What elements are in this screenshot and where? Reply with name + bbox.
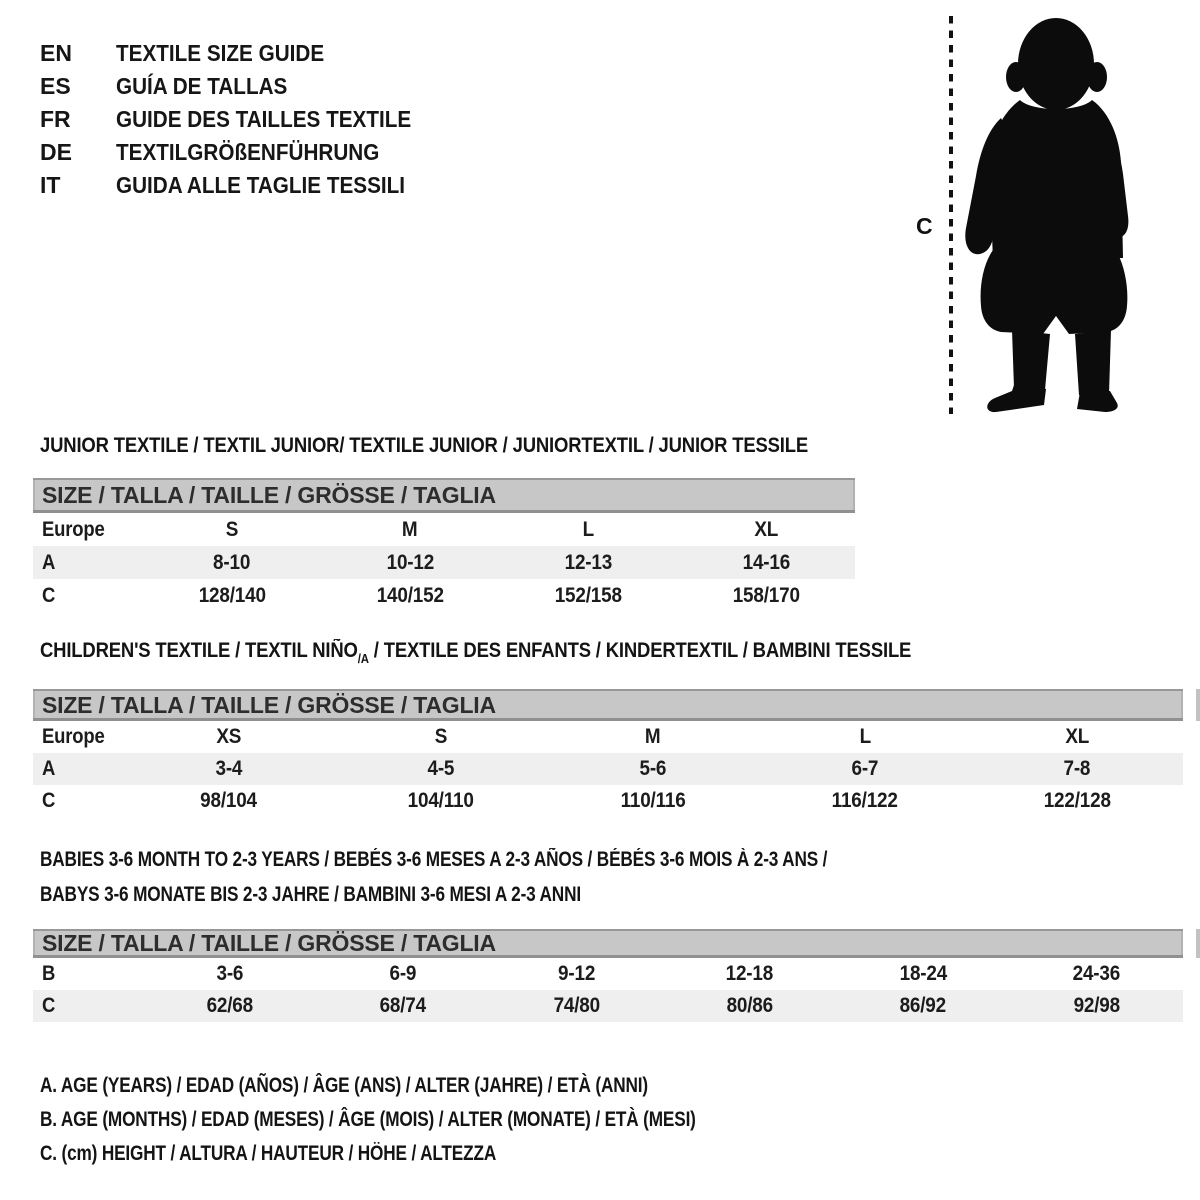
size-cell <box>321 518 499 542</box>
age-cell <box>490 962 663 986</box>
table-row-age-years <box>33 753 1183 785</box>
table-edge-fragment <box>1196 929 1200 958</box>
row-label-text: B <box>42 962 56 985</box>
table-row-age-years <box>33 546 855 579</box>
size-value: XL <box>1065 725 1089 748</box>
size-value: L <box>859 725 871 748</box>
table-row-europe <box>33 721 1183 753</box>
babies-heading-line1: BABIES 3-6 MONTH TO 2-3 YEARS / BEBÉS 3-6 MESES A 2-3 AÑOS / BÉBÉS 3-6 MOIS À 2-3 ANS / <box>40 848 828 871</box>
height-cell <box>143 994 316 1018</box>
row-label-text: C <box>42 583 56 607</box>
guide-title-fr: GUIDE DES TAILLES TEXTILE <box>116 106 412 132</box>
row-label-text: Europe <box>42 725 105 748</box>
age-value: 4-5 <box>427 757 455 780</box>
height-value: 104/110 <box>407 789 475 812</box>
children-size-table <box>33 689 1183 817</box>
language-code: IT <box>40 172 61 198</box>
row-label <box>33 789 123 813</box>
junior-size-table <box>33 478 855 612</box>
height-measure-label: C <box>916 213 933 239</box>
height-cell <box>759 789 971 813</box>
size-cell <box>547 725 759 749</box>
size-value: S <box>225 517 239 541</box>
age-cell <box>1010 962 1183 986</box>
age-cell <box>547 757 759 781</box>
age-cell <box>335 757 547 781</box>
measurement-legend <box>40 1069 840 1171</box>
age-value: 3-6 <box>216 962 244 985</box>
height-value: 98/104 <box>200 789 258 812</box>
size-value: XS <box>216 725 242 748</box>
age-value: 8-10 <box>213 550 251 574</box>
height-cell <box>547 789 759 813</box>
height-cell <box>677 584 855 608</box>
row-label <box>33 584 143 608</box>
legend-line-a <box>40 1069 840 1103</box>
babies-size-table <box>33 929 1183 1022</box>
age-value: 10-12 <box>386 550 434 574</box>
table-row-height-cm <box>33 579 855 612</box>
height-value: 68/74 <box>379 994 427 1017</box>
language-row-es <box>40 70 444 103</box>
height-value: 62/68 <box>206 994 253 1017</box>
age-cell <box>677 551 855 575</box>
size-header-label: SIZE / TALLA / TAILLE / GRÖSSE / TAGLIA <box>42 482 496 508</box>
children-section-heading <box>40 639 1030 671</box>
language-title-block <box>40 37 444 202</box>
row-label <box>33 551 143 575</box>
height-value: 80/86 <box>726 994 773 1017</box>
row-label <box>33 994 143 1018</box>
height-value: 92/98 <box>1073 994 1120 1017</box>
legend-line-b-text: B. AGE (MONTHS) / EDAD (MESES) / ÂGE (MOIS) / ALTER (MONATE) / ETÀ (MESI) <box>40 1108 696 1131</box>
height-cell <box>335 789 547 813</box>
children-heading-pre: CHILDREN'S TEXTILE / TEXTIL NIÑO <box>40 639 358 662</box>
row-label <box>33 962 143 986</box>
legend-line-b <box>40 1103 840 1137</box>
size-value: M <box>402 517 418 541</box>
language-row-de <box>40 136 444 169</box>
age-value: 24-36 <box>1072 962 1121 985</box>
height-cell <box>1010 994 1183 1018</box>
babies-heading-line2: BABYS 3-6 MONATE BIS 2-3 JAHRE / BAMBINI 3-6 MESI A 2-3 ANNI <box>40 883 581 906</box>
guide-title-en: TEXTILE SIZE GUIDE <box>116 40 325 66</box>
size-cell <box>123 725 335 749</box>
junior-section-heading <box>40 434 913 458</box>
table-row-height-cm <box>33 785 1183 817</box>
size-value: S <box>434 725 448 748</box>
row-label-text: A <box>42 757 56 780</box>
child-silhouette <box>965 18 1128 412</box>
age-value: 7-8 <box>1063 757 1091 780</box>
age-cell <box>499 551 677 575</box>
age-cell <box>663 962 836 986</box>
row-label-text: C <box>42 994 56 1017</box>
table-row-height-cm <box>33 990 1183 1022</box>
age-cell <box>971 757 1183 781</box>
age-cell <box>321 551 499 575</box>
height-value: 152/158 <box>554 583 622 607</box>
size-cell <box>677 518 855 542</box>
age-value: 12-18 <box>725 962 774 985</box>
height-cell <box>123 789 335 813</box>
height-value: 74/80 <box>553 994 600 1017</box>
age-value: 12-13 <box>564 550 612 574</box>
age-value: 9-12 <box>557 962 595 985</box>
legend-line-a-text: A. AGE (YEARS) / EDAD (AÑOS) / ÂGE (ANS) / ALTER (JAHRE) / ETÀ (ANNI) <box>40 1074 648 1097</box>
language-code: DE <box>40 139 72 165</box>
age-value: 14-16 <box>742 550 790 574</box>
language-code: ES <box>40 73 71 99</box>
height-cell <box>143 584 321 608</box>
table-row-europe <box>33 513 855 546</box>
table-edge-fragment <box>1196 689 1200 721</box>
child-silhouette-figure <box>900 0 1200 430</box>
row-label <box>33 757 123 781</box>
height-cell <box>836 994 1009 1018</box>
size-cell <box>499 518 677 542</box>
age-cell <box>123 757 335 781</box>
height-value: 110/116 <box>620 789 686 812</box>
junior-size-header-bar <box>33 478 855 513</box>
height-value: 116/122 <box>831 789 899 812</box>
height-cell <box>321 584 499 608</box>
junior-section-heading-text: JUNIOR TEXTILE / TEXTIL JUNIOR/ TEXTILE JUNIOR / JUNIORTEXTIL / JUNIOR TESSILE <box>40 434 809 457</box>
age-value: 3-4 <box>215 757 243 780</box>
guide-title-it: GUIDA ALLE TAGLIE TESSILI <box>116 172 406 198</box>
size-cell <box>143 518 321 542</box>
age-cell <box>759 757 971 781</box>
size-cell <box>335 725 547 749</box>
size-value: L <box>582 517 594 541</box>
age-cell <box>143 962 316 986</box>
language-row-en <box>40 37 444 70</box>
age-value: 18-24 <box>899 962 947 985</box>
height-value: 86/92 <box>899 994 947 1017</box>
age-value: 5-6 <box>639 757 667 780</box>
row-label <box>33 518 143 542</box>
size-value: XL <box>754 517 778 541</box>
legend-line-c <box>40 1137 840 1171</box>
size-cell <box>759 725 971 749</box>
children-heading-subscript: /A <box>357 651 369 666</box>
guide-title-de: TEXTILGRÖßENFÜHRUNG <box>116 139 380 165</box>
children-section-heading-text <box>40 639 911 671</box>
height-cell <box>499 584 677 608</box>
legend-line-c-text: C. (cm) HEIGHT / ALTURA / HAUTEUR / HÖHE / ALTEZZA <box>40 1142 497 1165</box>
height-value: 128/140 <box>198 583 266 607</box>
age-value: 6-9 <box>389 962 417 985</box>
height-cell <box>663 994 836 1018</box>
height-value: 140/152 <box>376 583 444 607</box>
language-row-it <box>40 169 444 202</box>
size-value: M <box>645 725 661 748</box>
age-cell <box>316 962 489 986</box>
row-label-text: A <box>42 550 56 574</box>
language-code: EN <box>40 40 72 66</box>
height-cell <box>316 994 489 1018</box>
height-cell <box>490 994 663 1018</box>
row-label-text: C <box>42 789 56 812</box>
age-cell <box>143 551 321 575</box>
row-label <box>33 725 123 749</box>
guide-title-es: GUÍA DE TALLAS <box>116 73 288 99</box>
height-cell <box>971 789 1183 813</box>
size-cell <box>971 725 1183 749</box>
children-size-header-bar <box>33 689 1183 721</box>
size-header-label: SIZE / TALLA / TAILLE / GRÖSSE / TAGLIA <box>42 691 496 718</box>
row-label-text: Europe <box>42 517 105 541</box>
size-header-label: SIZE / TALLA / TAILLE / GRÖSSE / TAGLIA <box>42 930 496 956</box>
babies-section-heading <box>40 842 1000 912</box>
age-value: 6-7 <box>851 757 879 780</box>
language-row-fr <box>40 103 444 136</box>
age-cell <box>836 962 1009 986</box>
children-heading-post: / TEXTILE DES ENFANTS / KINDERTEXTIL / BAMBINI TESSILE <box>368 639 912 662</box>
table-row-age-months <box>33 958 1183 990</box>
height-value: 122/128 <box>1043 789 1111 812</box>
height-value: 158/170 <box>732 583 800 607</box>
language-code: FR <box>40 106 71 132</box>
babies-size-header-bar <box>33 929 1183 958</box>
